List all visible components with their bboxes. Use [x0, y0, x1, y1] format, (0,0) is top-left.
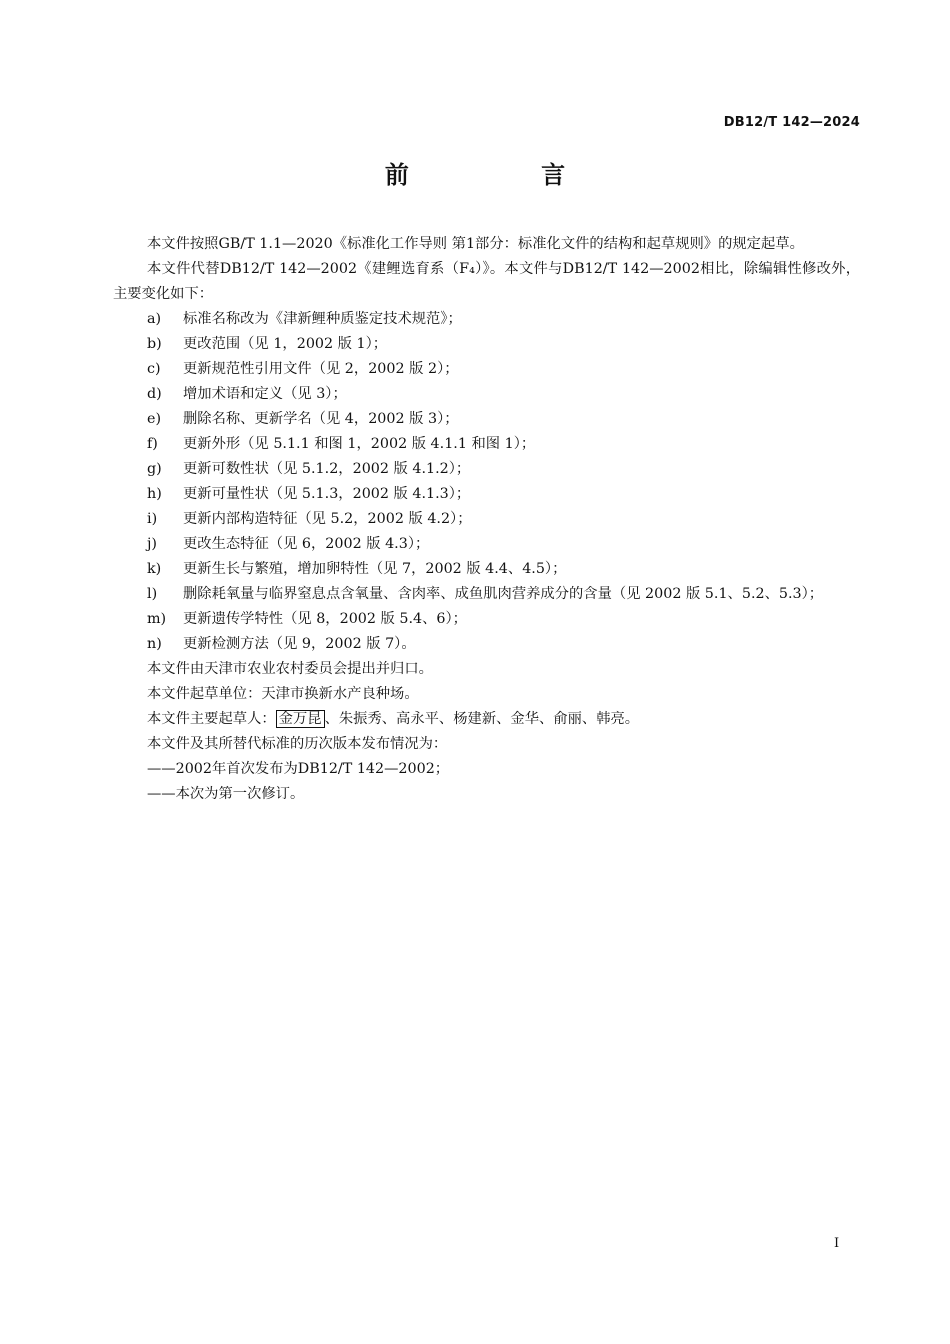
paragraph-drafting-unit: 本文件起草单位：天津市换新水产良种场。	[147, 686, 419, 702]
list-item	[113, 532, 860, 557]
foreword-body	[113, 232, 860, 807]
list-item-text: 更新可数性状（见 5.1.2，2002 版 4.1.2）；	[183, 461, 471, 477]
list-item-label: a)	[147, 311, 162, 327]
list-item-label: c)	[147, 361, 161, 377]
list-item-text: 更改生态特征（见 6，2002 版 4.3）；	[183, 536, 430, 552]
list-item-label: j)	[147, 536, 158, 552]
list-item	[113, 307, 860, 332]
paragraph-proposer: 本文件由天津市农业农村委员会提出并归口。	[147, 661, 433, 677]
list-item-text: 更新内部构造特征（见 5.2，2002 版 4.2）；	[183, 511, 472, 527]
history-entry: ——本次为第一次修订。	[147, 786, 305, 802]
list-item	[113, 582, 860, 607]
paragraph-drafting-rules: 本文件按照GB/T 1.1—2020《标准化工作导则 第1部分：标准化文件的结构和起草规则》的规定起草。	[147, 236, 804, 252]
list-item	[113, 482, 860, 507]
list-item-label: d)	[147, 386, 162, 402]
list-item	[113, 407, 860, 432]
list-item	[113, 382, 860, 407]
page-title: 前 言	[384, 161, 628, 189]
list-item-label: i)	[147, 511, 158, 527]
paragraph-history-intro: 本文件及其所替代标准的历次版本发布情况为：	[147, 736, 448, 752]
list-item	[113, 457, 860, 482]
list-item-text: 更新遗传学特性（见 8，2002 版 5.4、6）；	[183, 611, 467, 627]
list-item-text: 更新可量性状（见 5.1.3，2002 版 4.1.3）；	[183, 486, 471, 502]
list-item	[113, 632, 860, 657]
list-item-label: f)	[147, 436, 158, 452]
list-item-label: m)	[147, 611, 167, 627]
list-item-label: e)	[147, 411, 162, 427]
list-item-label: b)	[147, 336, 162, 352]
list-item-text: 更新规范性引用文件（见 2，2002 版 2）；	[183, 361, 459, 377]
drafters-rest: 、朱振秀、高永平、杨建新、金华、俞丽、韩亮。	[324, 711, 640, 727]
list-item	[113, 432, 860, 457]
list-item	[113, 557, 860, 582]
list-item-label: n)	[147, 636, 162, 652]
list-item-label: g)	[147, 461, 162, 477]
page-number: I	[834, 1236, 840, 1251]
list-item	[113, 332, 860, 357]
list-item-text: 更新检测方法（见 9，2002 版 7）。	[183, 636, 416, 652]
list-item-text: 增加术语和定义（见 3）；	[183, 386, 347, 402]
list-item-label: k)	[147, 561, 162, 577]
list-item-text: 删除耗氧量与临界窒息点含氧量、含肉率、成鱼肌肉营养成分的含量（见 2002 版 5.1、5.2、5.3）；	[183, 586, 824, 602]
history-entry: ——2002年首次发布为DB12/T 142—2002；	[147, 761, 450, 777]
list-item-text: 标准名称改为《津新鲤种质鉴定技术规范》；	[183, 311, 462, 327]
paragraph-replacement: 本文件代替DB12/T 142—2002《建鲤选育系（F₄）》。本文件与DB12/T 142—2002相比，除编辑性修改外，主要变化如下：	[113, 261, 860, 302]
drafter-highlighted-name: 金万昆	[276, 710, 325, 728]
list-item	[113, 507, 860, 532]
list-item	[113, 357, 860, 382]
list-item	[113, 607, 860, 632]
list-item-label: l)	[147, 586, 158, 602]
list-item-text: 更改范围（见 1，2002 版 1）；	[183, 336, 388, 352]
list-item-text: 更新外形（见 5.1.1 和图 1，2002 版 4.1.1 和图 1）；	[183, 436, 536, 452]
document-code: DB12/T 142—2024	[723, 115, 860, 130]
list-item-text: 更新生长与繁殖，增加卵特性（见 7，2002 版 4.4、4.5）；	[183, 561, 567, 577]
list-item-label: h)	[147, 486, 162, 502]
list-item-text: 删除名称、更新学名（见 4，2002 版 3）；	[183, 411, 459, 427]
paragraph-drafters	[113, 707, 860, 732]
drafters-prefix: 本文件主要起草人：	[147, 711, 276, 727]
changes-list	[113, 307, 860, 657]
